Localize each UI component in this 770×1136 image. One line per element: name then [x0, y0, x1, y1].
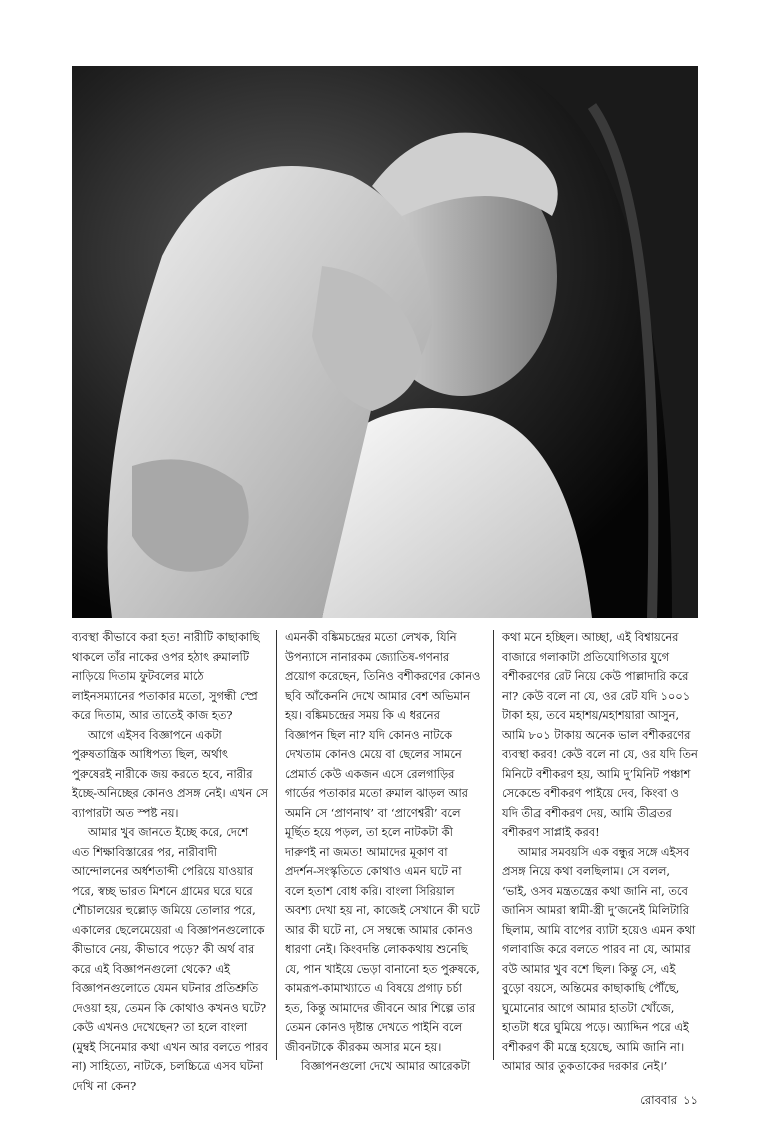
paragraph: আগে এইসব বিজ্ঞাপনে একটা পুরুষতান্ত্রিক আধিপত্য ছিল, অর্থাৎ পুরুষেরই নারীকে জয় করতে হবে, নারীর ইচ্ছে-অনিচ্ছের কোনও প্রসঙ্গ নেই। এখন সে ব্যাপারটা অত স্পষ্ট নয়।: [72, 727, 268, 820]
text-column-3: [502, 628, 698, 1073]
column-divider: [493, 630, 494, 1060]
paragraph: কথা মনে হচ্ছিল। আচ্ছা, এই বিশ্বায়নের বাজারে গলাকাটা প্রতিযোগিতার যুগে বশীকরণের রেট নিয়ে কেউ পাল্লাদারি করে না? কেউ বলে না যে, ওর রেট যদি ১০০১ টাকা হয়, তবে মহাশয়/মহাশয়ারা আসুন, আমি ৮০১ টাকায় অনেক ভাল বশীকরণের ব্যবস্থা করব! কেউ বলে না যে, ওর যদি তিন মিনিটে বশীকরণ হয়, আমি দু’মিনিট পঞ্চাশ সেকেন্ডে বশীকরণ পাইয়ে দেব, কিংবা ও যদি তীব্র বশীকরণ দেয়, আমি তীব্রতর বশীকরণ সাপ্লাই করব!: [502, 630, 698, 839]
paragraph: বিজ্ঞাপনগুলো দেখে আমার আরেকটা: [301, 1059, 471, 1073]
paragraph: আমার সমবয়সি এক বন্ধুর সঙ্গে এইসব প্রসঙ্গ নিয়ে কথা বলছিলাম। সে বলল, ‘ভাই, ওসব মন্ত্রতন্ত্রের কথা জানি না, তবে জানিস আমরা স্বামী-স্ত্রী দু’জনেই মিলিটারি ছিলাম, আমি বাপের ব্যাটা হয়েও এমন কথা গলাবাজি করে বলতে পারব না যে, আমার বউ আমার খুব বশে ছিল। কিন্তু সে, এই বুড়ো বয়সে, অন্তিমের কাছাকাছি পৌঁছে, ঘুমোনোর আগে আমার হাতটা খোঁজে, হাতটা ধরে ঘুমিয়ে পড়ে। অ্যাদ্দিন পরে এই বশীকরণ কী মন্ত্রে হয়েছে, আমি জানি না। আমার আর তুকতাকের দরকার নেই।’: [502, 844, 696, 1073]
page-number: ১১: [683, 1093, 698, 1107]
text-column-1: [72, 628, 268, 1093]
paragraph: এমনকী বঙ্কিমচন্দ্রের মতো লেখক, যিনি উপন্যাসে নানারকম জ্যোতিষ-গণনার প্রয়োগ করেছেন, তিনিও বশীকরণের কোনও ছবি আঁকেননি দেখে আমার বেশ অভিমান হয়। বঙ্কিমচন্দ্রের সময় কি এ ধরনের বিজ্ঞাপন ছিল না? যদি কোনও নাটকে দেখতাম কোনও মেয়ে বা ছেলের সামনে প্রেমার্ত কেউ একজন এসে রেলগাড়ির গার্ডের পতাকার মতো রুমাল ঝাড়ল আর অমনি সে ‘প্রাণনাথ’ বা ‘প্রাণেশ্বরী’ বলে মূর্ছিত হয়ে পড়ল, তা হলে নাটকটা কী দারুণই না জমত! আমাদের মূকাণ বা প্রদর্শন-সংস্কৃতিতে কোথাও এমন ঘটে না বলে হতাশ বোধ করি। বাংলা সিরিয়াল অবশ্য দেখা হয় না, কাজেই সেখানে কী ঘটে আর কী ঘটে না, সে সম্বন্ধে আমার কোনও ধারণা নেই। কিংবদন্তি লোককথায় শুনেছি যে, পান খাইয়ে ভেড়া বানানো হত পুরুষকে, কামরূপ-কামাখ্যাতে এ বিষয়ে প্রগাঢ় চর্চা হত, কিন্তু আমাদের জীবনে আর শিল্পে তার তেমন কোনও দৃষ্টান্ত দেখতে পাইনি বলে জীবনটাকে কীরকম অসার মনে হয়।: [285, 630, 481, 1054]
paragraph: আমার খুব জানতে ইচ্ছে করে, দেশে এত শিক্ষাবিস্তারের পর, নারীবাদী আন্দোলনের অর্ধশতাব্দী পেরিয়ে যাওয়ার পরে, স্বচ্ছ ভারত মিশনে গ্রামের ঘরে ঘরে শৌচালয়ের হুল্লোড় জমিয়ে তোলার পরে, একালের ছেলেমেয়েরা এ বিজ্ঞাপনগুলোকে কীভাবে নেয়, কীভাবে পড়ে? কী অর্থ বার করে এই বিজ্ঞাপনগুলো থেকে? এই বিজ্ঞাপনগুলোতে যেমন ঘটনার প্রতিশ্রুতি দেওয়া হয়, তেমন কি কোথাও কখনও ঘটে? কেউ এখনও দেখেছেন? তা হলে বাংলা (মুম্বই সিনেমার কথা এখন আর বলতে পারব না) সাহিত্যে, নাটকে, চলচ্চিত্রে এসব ঘটনা দেখি না কেন?: [72, 825, 268, 1093]
article-body: [72, 628, 698, 1093]
couple-photo: [72, 66, 698, 618]
page-footer: [640, 1092, 698, 1111]
paragraph: ব্যবস্থা কীভাবে করা হত! নারীটি কাছাকাছি থাকলে তাঁর নাকের ওপর হঠাৎ রুমালটি নাড়িয়ে দিতাম ফুটবলের মাঠে লাইনসম্যানের পতাকার মতো, সুগন্ধী স্প্রে করে দিতাম, আর তাতেই কাজ হত?: [72, 630, 260, 722]
photo-illustration: [72, 66, 698, 618]
footer-section-name: রোববার: [640, 1093, 678, 1107]
column-divider: [276, 630, 277, 1060]
text-column-2: [285, 628, 481, 1073]
